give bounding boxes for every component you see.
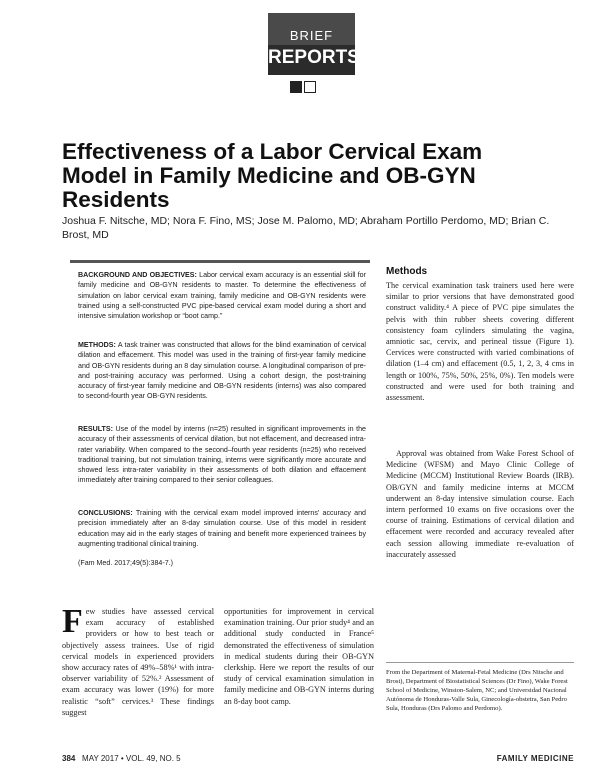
abstract-methods-text: A task trainer was constructed that allows for the blind examination of cervical dilation and effacement. This model was used in the training of first-year family medicine and OB-GYN residents during an 8 day simulation course. A longitudinal comparison of pre- and post-training accuracy was performed. Using a cohort design, the post-training accuracy of first-year family medicine and OB-GYN residents (interns) was also compared to second-fourth year OB-GYN residents. xyxy=(78,341,366,401)
abstract-methods xyxy=(78,340,366,402)
badge-bottom-label: REPORTS xyxy=(268,45,355,75)
article-title: Effectiveness of a Labor Cervical Exam Model in Family Medicine and OB-GYN Residents xyxy=(62,139,483,212)
intro-paragraph xyxy=(62,603,214,718)
abstract-citation: (Fam Med. 2017;49(5):384-7.) xyxy=(78,559,174,567)
drop-cap: F xyxy=(62,603,83,640)
abstract-box xyxy=(70,260,370,582)
intro-continuation: opportunities for improvement in cervical examination training. Our prior study⁴ and an additional study conducted in France⁵ demonstrated the effectiveness of simulation in medical students during their OB-GYN clerkship. Here we report the results of our study of cervical examination simulation in family medicine and OB-GYN interns during an 8-day boot camp. xyxy=(224,607,374,706)
abstract-conclusions-label: CONCLUSIONS: xyxy=(78,509,133,517)
abstract-conclusions-text: Training with the cervical exam model improved interns’ accuracy and precision immediately after an 8-day simulation course. Use of this model in resident education may aid in the early stages of training and benefit more experienced trainees by augmenting traditional clinical training. xyxy=(78,509,366,548)
abstract-conclusions xyxy=(78,508,366,549)
issue-info: MAY 2017 • VOL. 49, NO. 5 xyxy=(82,754,181,763)
page-number: 384 xyxy=(62,754,76,763)
author-affiliation: From the Department of Maternal-Fetal Medicine (Drs Nitsche and Brost), Department of Biostatistical Sciences (Dr Fino), Wake Forest School of Medicine, Winston-Salem, NC; and Universidad Nacional Autónoma de Honduras-Valle Sula, Ginecología-obstetra, San Pedro Sula, Honduras (Drs Palomo and Perdomo). xyxy=(386,669,568,712)
abstract-results-text: Use of the model by interns (n=25) resulted in significant improvements in the accuracy of their assessments of cervical dilation, but not effacement, and decreased intra-rater variability. When compared to the second–fourth year residents (n=25) who received traditional training, but not simulation training, interns were significantly more accurate and showed less intra-rater variability in their assessments of both dilation and effacement immediately after training compared to their senior colleagues. xyxy=(78,425,366,485)
article-authors: Joshua F. Nitsche, MD; Nora F. Fino, MS; Jose M. Palomo, MD; Abraham Portillo Perdomo, MD; Brian C. Brost, MD xyxy=(62,215,550,241)
abstract-results xyxy=(78,424,366,486)
methods-paragraph-2: Approval was obtained from Wake Forest School of Medicine (WFSM) and Mayo Clinic College of Medicine (MCCM) Institutional Review Boards (IRB). OB/GYN and family medicine interns at MCCM underwent an 8-day intensive simulation course. Each intern performed 10 exams on five occasions over the course of training. Estimations of cervical dilation and effacement were recorded and accuracy revealed after each session allowing immediate re-evaluation of inaccurately assessed xyxy=(386,449,574,559)
methods-paragraph-1: The cervical examination task trainers used here were similar to prior versions that have demonstrated good construct validity.⁴ A piece of PVC pipe simulates the pelvis with thin rubber sheets covering different consistency foam cylinders simulating the vagina, amniotic sac, cervix, and perineal tissue (Figure 1). Cervices were constructed with varied combinations of dilation (1–4 cm) and effacement (0.5, 1, 2, 3, 4 cms in length or 100%, 75%, 50%, 25%, 0%). Ten models were constructed and were used for both training and assessment. xyxy=(386,281,574,403)
abstract-top-rule xyxy=(70,260,370,263)
abstract-background-text: Labor cervical exam accuracy is an essential skill for family medicine and OB-GYN residents to master. To determine the effectiveness of simulation on labor cervical exam training, family medicine and OB-GYN residents were trained using a self-constructed PVC pipe-based cervical exam model during a short and intensive simulation workshop or “boot camp.” xyxy=(78,271,366,321)
abstract-background xyxy=(78,270,366,321)
abstract-methods-label: METHODS: xyxy=(78,341,116,349)
intro-text: ew studies have assessed cervical exam accuracy of established providers or how to best teach or objectively assess trainees. Use of rigid cervical models in experienced providers show accuracy rates of 49%–58%¹ with intra-observer variability of 52%.² Assessment of exam accuracy was lower (19%) for more realistic “soft” cervices.³ These findings suggest xyxy=(62,607,214,717)
badge-top-label: BRIEF xyxy=(268,13,355,45)
methods-heading: Methods xyxy=(386,266,428,277)
journal-name: FAMILY MEDICINE xyxy=(496,754,574,763)
empty-square-icon xyxy=(304,81,316,93)
page-footer xyxy=(62,754,574,768)
filled-square-icon xyxy=(290,81,302,93)
affiliation-rule xyxy=(386,662,574,663)
brief-reports-badge xyxy=(268,13,360,75)
abstract-results-label: RESULTS: xyxy=(78,425,113,433)
section-squares-icon xyxy=(290,80,318,98)
abstract-background-label: BACKGROUND AND OBJECTIVES: xyxy=(78,271,197,279)
